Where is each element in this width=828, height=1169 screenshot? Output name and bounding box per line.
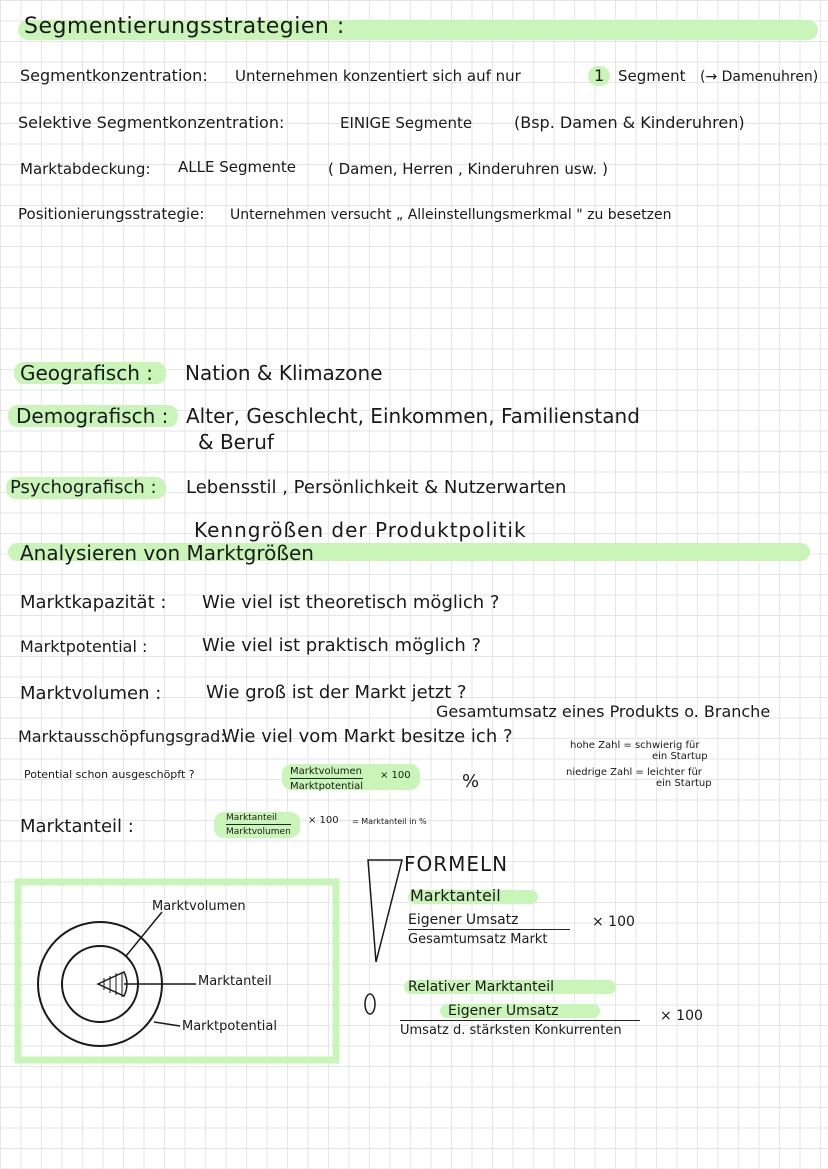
note-hohe-zahl-2: ein Startup	[652, 751, 708, 762]
formel-marktanteil-title: Marktanteil	[410, 886, 501, 905]
formel-marktanteil-num: Eigener Umsatz	[408, 912, 570, 930]
formel-relativ-num: Eigener Umsatz	[400, 1003, 640, 1021]
fraction-ausschoepfung-mult: × 100	[380, 770, 411, 781]
text-demografisch: Alter, Geschlecht, Einkommen, Familienstand	[186, 404, 640, 428]
percent-sign: %	[462, 771, 480, 792]
pointer-marktpotential	[154, 1022, 180, 1026]
section-title-segmentierung: Segmentierungsstrategien :	[24, 14, 345, 39]
formeln-title: FORMELN	[404, 852, 509, 876]
diagram-label-marktvolumen: Marktvolumen	[152, 899, 246, 914]
text-marktausschoepfungsgrad: Wie viel vom Markt besitze ich ?	[222, 726, 513, 747]
fraction-marktanteil-mult: × 100	[308, 815, 339, 826]
term-demografisch: Demografisch :	[16, 404, 169, 428]
note-damenuhren: (→ Damenuhren)	[700, 69, 819, 85]
term-marktkapazitaet: Marktkapazität :	[20, 592, 167, 613]
section-subtitle-analysieren: Analysieren von Marktgrößen	[20, 541, 314, 565]
note-niedrige-zahl: niedrige Zahl = leichter für	[566, 767, 702, 778]
term-psychografisch: Psychografisch :	[10, 477, 157, 498]
term-marktausschoepfungsgrad: Marktausschöpfungsgrad:	[18, 727, 226, 746]
formel-relativ-title: Relativer Marktanteil	[408, 979, 555, 995]
text-demografisch-2: & Beruf	[198, 430, 274, 454]
potential-question: Potential schon ausgeschöpft ?	[24, 768, 195, 781]
text-marktvolumen: Wie groß ist der Markt jetzt ?	[206, 682, 467, 703]
term-selektive: Selektive Segmentkonzentration:	[18, 113, 285, 132]
fraction-marktanteil-num: Marktanteil	[226, 813, 291, 825]
fraction-ausschoepfung-den: Marktpotential	[290, 781, 364, 792]
gesamtumsatz-note: Gesamtumsatz eines Produkts o. Branche	[436, 702, 771, 721]
term-marktpotential: Marktpotential :	[20, 637, 148, 656]
term-marktvolumen: Marktvolumen :	[20, 683, 162, 704]
diagram-label-marktanteil: Marktanteil	[198, 974, 272, 989]
fraction-marktanteil-result: = Marktanteil in %	[352, 817, 427, 826]
formel-marktanteil-den: Gesamtumsatz Markt	[408, 932, 548, 947]
fraction-ausschoepfung-num: Marktvolumen	[290, 766, 362, 777]
note-hohe-zahl: hohe Zahl = schwierig für	[570, 740, 700, 751]
fraction-marktanteil-den: Marktvolumen	[226, 827, 291, 837]
mark-1: 1	[594, 66, 605, 85]
text-psychografisch: Lebensstil , Persönlichkeit & Nutzerwarten	[186, 477, 567, 498]
wedge-marktanteil	[98, 972, 127, 996]
term-segmentkonzentration: Segmentkonzentration:	[20, 66, 208, 85]
text-marktabdeckung: ALLE Segmente	[178, 158, 296, 176]
formel-marktanteil-fraction	[408, 912, 570, 947]
section-title-kenngroessen: Kenngrößen der Produktpolitik	[194, 518, 527, 542]
text-geografisch: Nation & Klimazone	[185, 361, 383, 385]
formeln-bracket-shape	[368, 860, 402, 962]
term-marktanteil: Marktanteil :	[20, 816, 134, 837]
formel-relativ-mult: × 100	[660, 1008, 703, 1024]
text-selektive: EINIGE Segmente	[340, 114, 473, 132]
formel-relativ-fraction	[400, 1003, 640, 1038]
formel-marktanteil-mult: × 100	[592, 914, 635, 930]
formeln-zero-mark	[365, 994, 375, 1014]
text-marktpotential: Wie viel ist praktisch möglich ?	[202, 635, 482, 656]
term-geografisch: Geografisch :	[20, 361, 153, 385]
extra-segment: Segment	[618, 67, 686, 85]
term-positionierung: Positionierungsstrategie:	[18, 205, 205, 223]
text-segmentkonzentration: Unternehmen konzentiert sich auf nur	[235, 67, 521, 85]
text-marktkapazitaet: Wie viel ist theoretisch möglich ?	[202, 592, 500, 613]
formel-relativ-den: Umsatz d. stärksten Konkurrenten	[400, 1023, 622, 1038]
note-selektive: (Bsp. Damen & Kinderuhren)	[514, 113, 745, 132]
note-marktabdeckung: ( Damen, Herren , Kinderuhren usw. )	[328, 160, 608, 178]
text-positionierung: Unternehmen versucht „ Alleinstellungsmerkmal " zu besetzen	[230, 207, 672, 223]
pointer-marktvolumen	[126, 912, 162, 956]
diagram-label-marktpotential: Marktpotential	[182, 1019, 277, 1034]
note-niedrige-zahl-2: ein Startup	[656, 778, 712, 789]
term-marktabdeckung: Marktabdeckung:	[20, 160, 151, 178]
